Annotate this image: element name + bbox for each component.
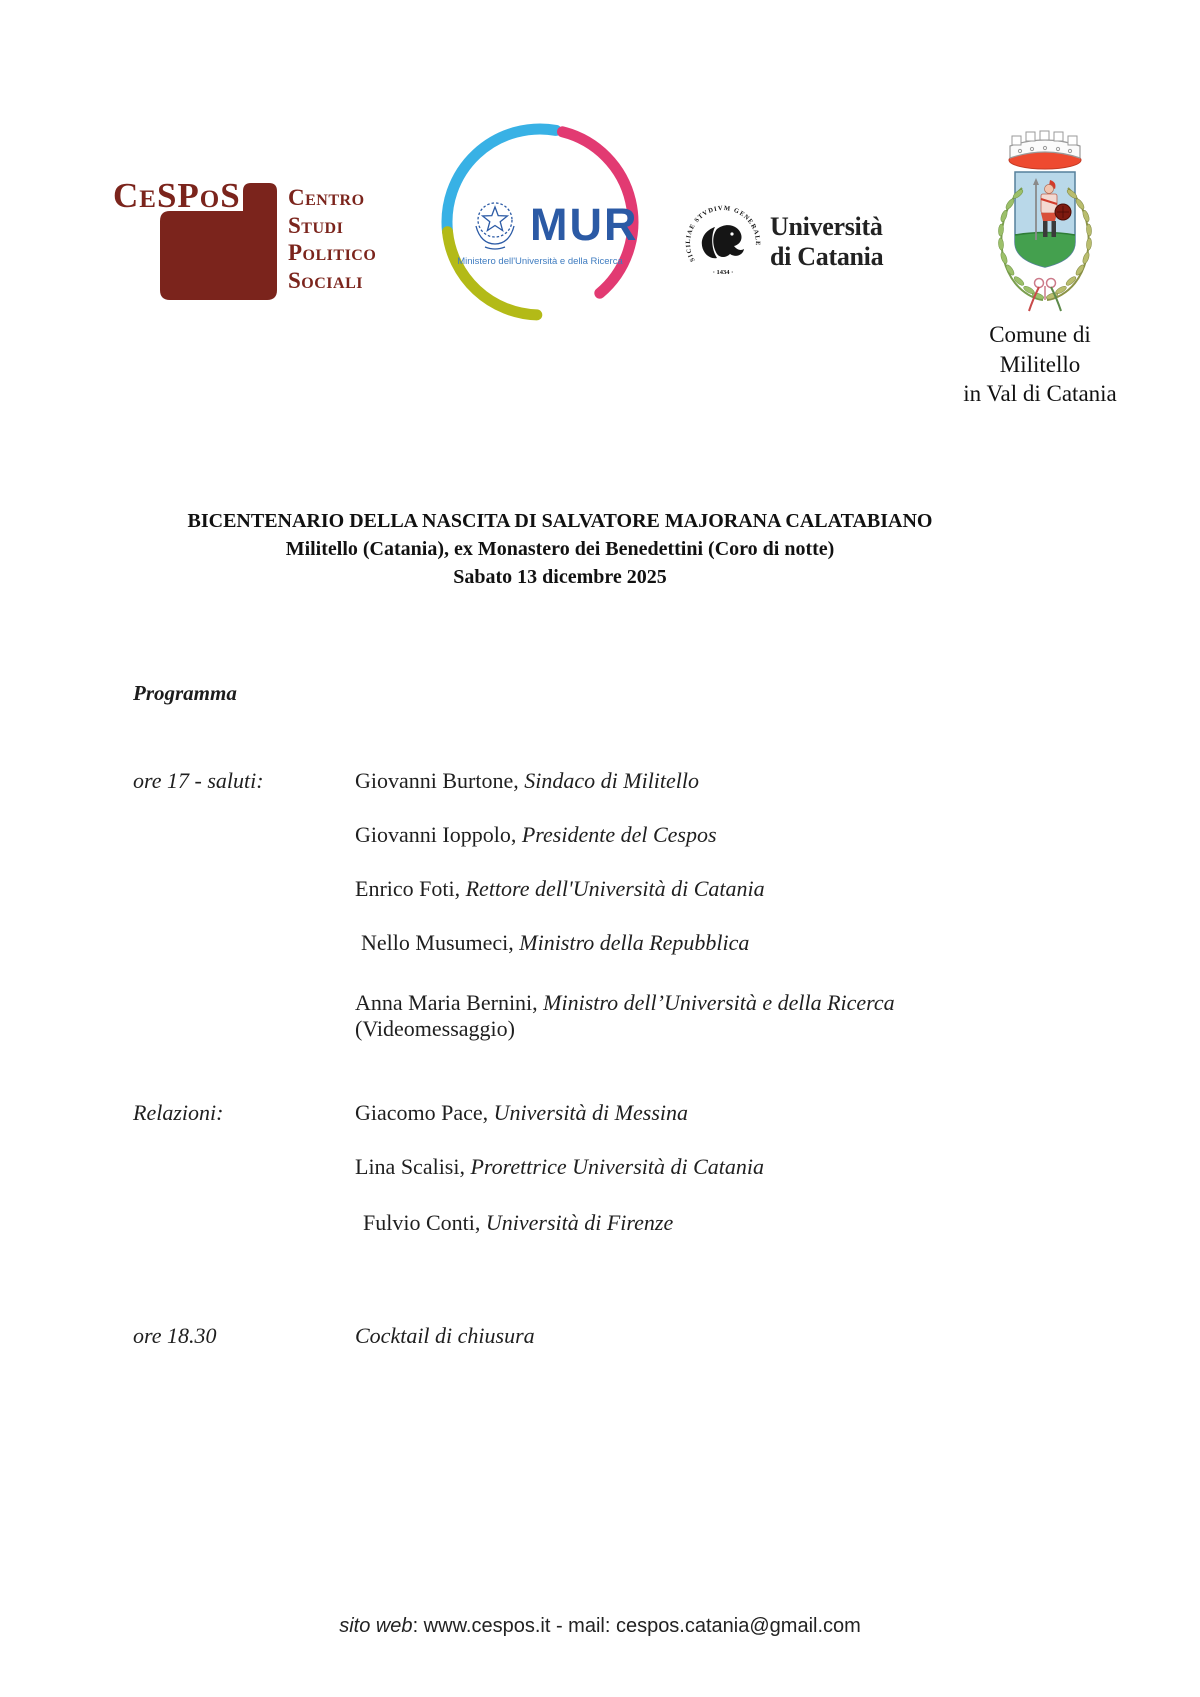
mur-ministry-logo [436,118,646,328]
unict-name-line: di Catania [770,242,884,271]
militello-caption-line: Comune di [989,322,1091,347]
speaker-role: Presidente del Cespos [521,822,717,847]
speaker-name: Fulvio Conti, [363,1210,481,1235]
speaker-role: Ministro della Repubblica [519,930,750,955]
program-entry [355,768,1085,794]
speaker-name: Giacomo Pace, [355,1100,489,1125]
event-venue: Militello (Catania), ex Monastero dei Benedettini (Coro di notte) [285,538,835,560]
speaker-role: Prorettrice Università di Catania [470,1154,764,1179]
crown-icon [1009,131,1081,169]
speaker-role: Rettore dell'Università di Catania [465,876,765,901]
speaker-name: Nello Musumeci, [361,930,514,955]
cespos-name-line: Sociali [288,267,363,293]
footer-site-label: sito web [339,1615,413,1637]
unict-name-line: Università [770,212,883,241]
militello-coat-of-arms [970,120,1120,320]
event-title-block [60,507,1060,591]
program-section-label: ore 17 - saluti: [133,768,264,793]
program-entry [361,930,1091,956]
speaker-name: Anna Maria Bernini, [355,990,538,1015]
speaker-name: Giovanni Burtone, [355,768,519,793]
program-entry [355,990,1085,1042]
unict-seal-motto: SICILIAE STVDIVM GENERALE [684,204,762,263]
program-heading: Programma [133,681,237,705]
footer-contact-text: : www.cespos.it - mail: cespos.catania@gmail.com [412,1615,861,1637]
mur-ministry-caption: Ministero dell'Università e della Ricerca [457,256,623,267]
shield-icon [1015,172,1075,267]
program-entry [363,1210,1093,1236]
footer-contacts [0,1615,1200,1638]
speaker-role: Ministro dell’Università e della Ricerca [543,990,895,1015]
cespos-logo-acronym: CeSPoS [113,176,241,215]
cespos-name-line: Centro [288,185,365,210]
speaker-name: Enrico Foti, [355,876,461,901]
program-entry [355,822,1085,848]
cespos-logo-shape [160,183,277,300]
speaker-role: Cocktail di chiusura [355,1323,535,1348]
unict-seal [681,201,765,285]
speaker-role: Sindaco di Militello [524,768,700,793]
event-date: Sabato 13 dicembre 2025 [453,566,667,588]
program-section-label: Relazioni: [133,1100,224,1125]
speaker-role: Università di Firenze [485,1210,674,1235]
speaker-name: Lina Scalisi, [355,1154,465,1179]
program-section-label: ore 18.30 [133,1323,217,1348]
program-entry [355,1154,1085,1180]
militello-caption-line: in Val di Catania [963,381,1117,406]
mur-wordmark: MUR [530,199,639,250]
elephant-icon [702,225,744,258]
speaker-note: (Videomessaggio) [355,1016,515,1041]
unict-wordmark [770,212,883,272]
unict-seal-year: · 1434 · [712,269,734,276]
militello-caption-line: Militello [999,351,1081,377]
event-title: BICENTENARIO DELLA NASCITA DI SALVATORE MAJORANA CALATABIANO [187,510,933,532]
italy-emblem-icon [476,203,514,249]
program-entry [355,876,1085,902]
speaker-role: Università di Messina [493,1100,688,1125]
program-entry [355,1100,1085,1126]
militello-caption [935,320,1145,409]
cespos-name-line: Politico [288,240,377,265]
program-entry [355,1323,1085,1349]
cespos-name-line: Studi [288,212,344,238]
cespos-logo-name [288,184,376,294]
speaker-name: Giovanni Ioppolo, [355,822,517,847]
